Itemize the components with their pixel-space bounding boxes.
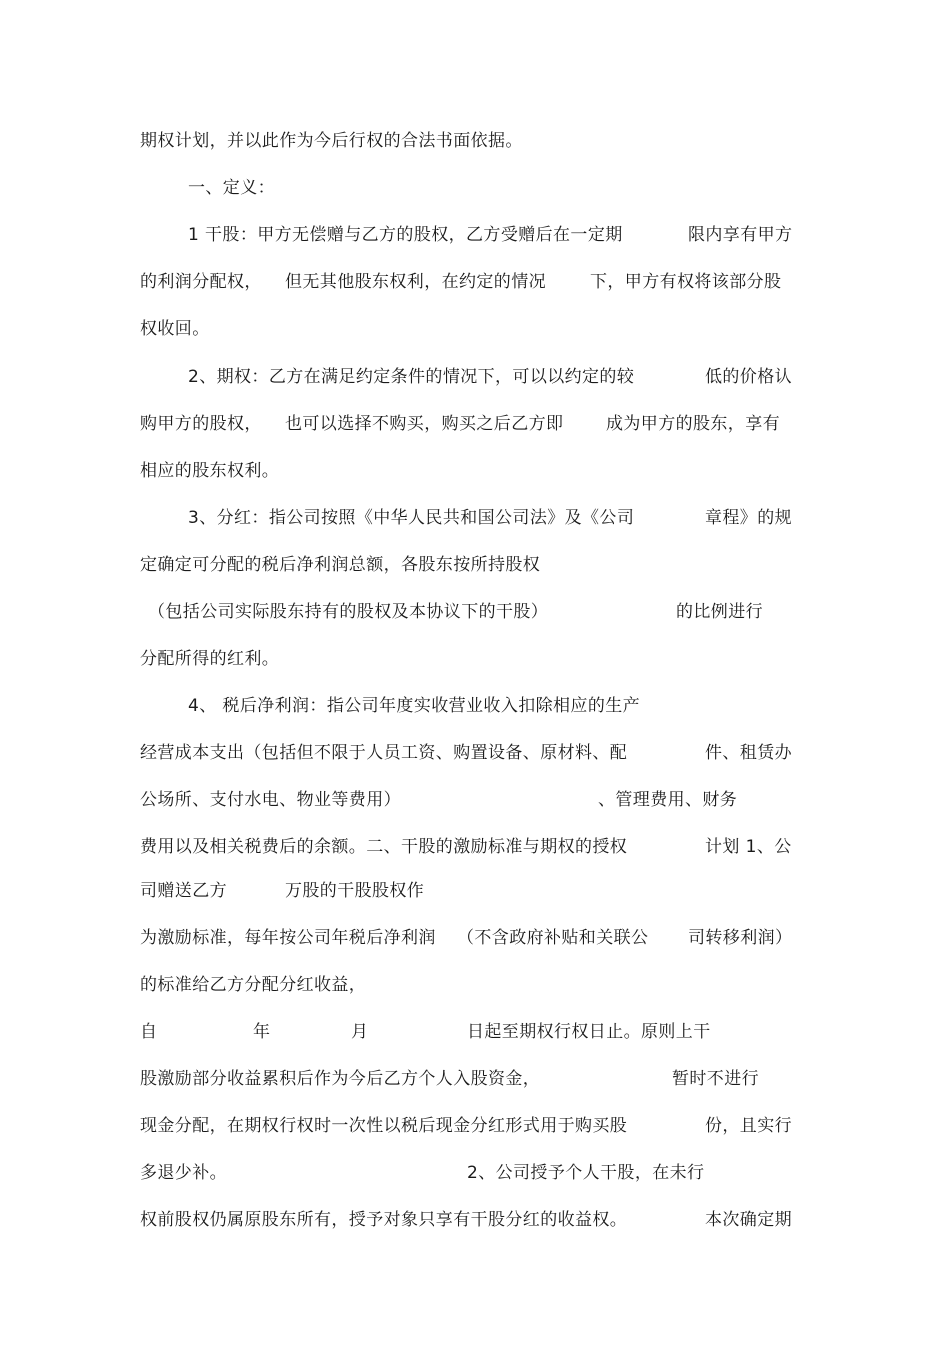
text-segment: 费用以及相关税费后的余额。二、干股的激励标准与期权的授权 xyxy=(140,837,628,857)
text-line xyxy=(140,1068,540,1090)
text-line xyxy=(705,1209,792,1231)
text-segment: 的比例进行 xyxy=(676,602,763,622)
text-line xyxy=(705,507,792,529)
text-line xyxy=(140,318,210,340)
text-segment: 低的价格认 xyxy=(705,367,792,387)
text-line xyxy=(688,224,792,246)
text-segment: 暂时不进行 xyxy=(672,1069,759,1089)
section-heading xyxy=(188,177,275,199)
text-line xyxy=(140,974,366,996)
text-line xyxy=(188,366,634,388)
text-line xyxy=(285,413,563,435)
text-segment: 日起至期权行权日止。原则上干 xyxy=(467,1022,711,1042)
text-segment: 多退少补。 xyxy=(140,1163,227,1183)
text-segment: 计划 1、公 xyxy=(705,837,792,857)
text-segment: 分配所得的红利。 xyxy=(140,649,280,669)
text-line xyxy=(606,413,780,435)
text-line xyxy=(188,224,623,246)
text-segment: 件、租赁办 xyxy=(705,743,792,763)
text-line xyxy=(140,1115,627,1137)
text-segment: 份，且实行 xyxy=(705,1116,792,1136)
text-line xyxy=(467,1021,711,1043)
text-line xyxy=(140,648,279,670)
text-segment: 自 xyxy=(140,1022,158,1042)
text-line xyxy=(140,271,262,293)
text-segment: 但无其他股东权利，在约定的情况 xyxy=(285,272,546,292)
text-segment: 1 干股：甲方无偿赠与乙方的股权，乙方受赠后在一定期 xyxy=(188,225,623,245)
text-segment: 月 xyxy=(351,1022,369,1042)
text-segment: 本次确定期 xyxy=(705,1210,792,1230)
text-segment: 股激励部分收益累积后作为今后乙方个人入股资金， xyxy=(140,1069,541,1089)
text-line xyxy=(140,927,436,949)
text-line xyxy=(598,789,737,811)
text-segment: 4、 税后净利润：指公司年度实收营业收入扣除相应的生产 xyxy=(188,696,641,716)
text-line xyxy=(457,927,648,949)
text-segment: 司转移利润） xyxy=(688,928,793,948)
text-line xyxy=(285,271,546,293)
text-segment: 为激励标准，每年按公司年税后净利润 xyxy=(140,928,436,948)
text-segment: 权前股权仍属原股东所有，授予对象只享有干股分红的收益权。 xyxy=(140,1210,628,1230)
text-line xyxy=(351,1021,368,1043)
text-segment: 、管理费用、财务 xyxy=(598,790,738,810)
text-segment: 的利润分配权， xyxy=(140,272,262,292)
text-segment: （包括公司实际股东持有的股权及本协议下的干股） xyxy=(148,602,549,622)
text-segment: 万股的干股股权作 xyxy=(285,881,425,901)
text-line xyxy=(140,742,627,764)
text-segment: 成为甲方的股东，享有 xyxy=(606,414,780,434)
text-line xyxy=(140,413,262,435)
text-line xyxy=(140,1021,157,1043)
text-line xyxy=(705,742,792,764)
text-segment: 现金分配，在期权行权时一次性以税后现金分红形式用于购买股 xyxy=(140,1116,628,1136)
text-segment: 的标准给乙方分配分红收益， xyxy=(140,975,367,995)
text-segment: 公场所、支付水电、物业等费用） xyxy=(140,790,401,810)
text-segment: 定确定可分配的税后净利润总额，各股东按所持股权 xyxy=(140,555,541,575)
text-line xyxy=(140,130,523,152)
text-line xyxy=(467,1162,704,1184)
text-line xyxy=(705,366,792,388)
text-line xyxy=(188,507,634,529)
text-segment: 经营成本支出（包括但不限于人员工资、购置设备、原材料、配 xyxy=(140,743,628,763)
text-segment: 3、分红：指公司按照《中华人民共和国公司法》及《公司 xyxy=(188,508,635,528)
text-line xyxy=(140,789,401,811)
text-line xyxy=(590,271,781,293)
text-segment: 期权计划，并以此作为今后行权的合法书面依据。 xyxy=(140,131,523,151)
text-line xyxy=(148,601,548,623)
text-segment: 限内享有甲方 xyxy=(688,225,793,245)
text-line xyxy=(140,460,279,482)
text-segment: 相应的股东权利。 xyxy=(140,461,280,481)
text-segment: 2、公司授予个人干股，在未行 xyxy=(467,1163,705,1183)
text-line xyxy=(705,1115,792,1137)
text-segment: 司赠送乙方 xyxy=(140,881,227,901)
text-segment: 一、定义： xyxy=(188,178,275,198)
text-line xyxy=(672,1068,759,1090)
text-line xyxy=(253,1021,270,1043)
text-line xyxy=(140,1162,227,1184)
text-line xyxy=(140,880,227,902)
text-line xyxy=(285,880,424,902)
text-line xyxy=(140,836,627,858)
text-line xyxy=(140,1209,627,1231)
text-segment: 购甲方的股权， xyxy=(140,414,262,434)
text-line xyxy=(688,927,792,949)
text-line xyxy=(188,695,640,717)
text-segment: 2、期权：乙方在满足约定条件的情况下，可以以约定的较 xyxy=(188,367,635,387)
text-segment: 章程》的规 xyxy=(705,508,792,528)
text-segment: 权收回。 xyxy=(140,319,210,339)
text-segment: （不含政府补贴和关联公 xyxy=(457,928,649,948)
text-segment: 下，甲方有权将该部分股 xyxy=(590,272,782,292)
text-line xyxy=(140,554,540,576)
text-segment: 也可以选择不购买，购买之后乙方即 xyxy=(285,414,564,434)
text-line xyxy=(676,601,763,623)
text-segment: 年 xyxy=(253,1022,271,1042)
text-line xyxy=(705,836,792,858)
